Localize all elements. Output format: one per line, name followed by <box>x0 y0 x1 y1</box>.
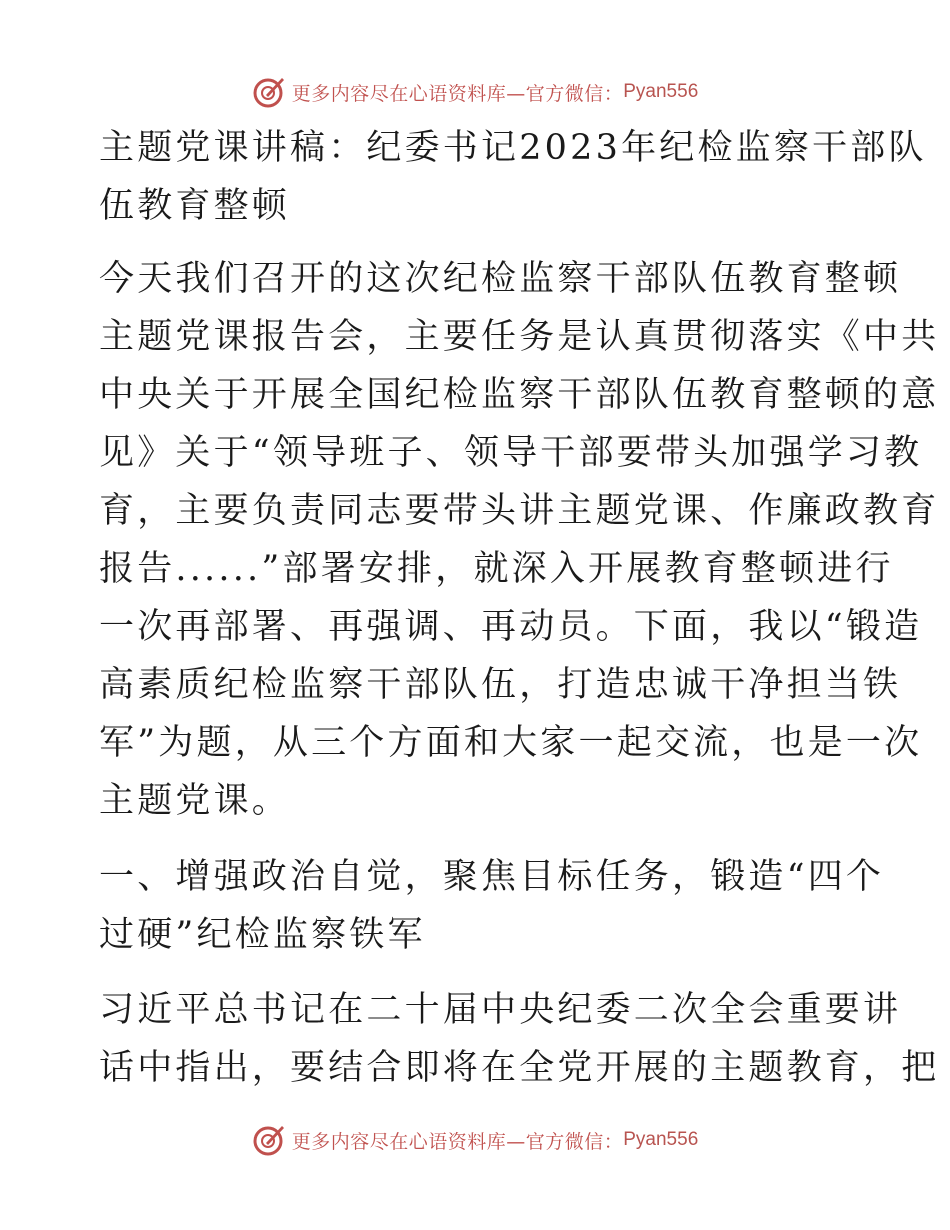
paragraph-line: 主题党课报告会，主要任务是认真贯彻落实《中共 <box>99 317 940 357</box>
quill-logo-icon <box>252 75 286 109</box>
watermark-wechat-id: Pyan556 <box>623 81 699 102</box>
watermark-banner-bottom <box>0 1120 950 1160</box>
quill-logo-icon <box>252 1123 286 1157</box>
watermark-text: 更多内容尽在心语资料库—官方微信： <box>291 82 624 105</box>
paragraph-line: 军”为题，从三个方面和大家一起交流，也是一次 <box>99 723 923 763</box>
watermark-wechat-id: Pyan556 <box>623 1129 699 1150</box>
watermark-banner-top <box>0 72 950 112</box>
document-title-line-2: 伍教育整顿 <box>99 186 291 226</box>
paragraph-line: 习近平总书记在二十届中央纪委二次全会重要讲 <box>99 990 902 1030</box>
paragraph-line: 育，主要负责同志要带头讲主题党课、作廉政教育 <box>99 491 940 531</box>
watermark-text: 更多内容尽在心语资料库—官方微信： <box>291 1130 624 1153</box>
paragraph-line: 话中指出，要结合即将在全党开展的主题教育，把 <box>99 1048 940 1088</box>
paragraph-line: 主题党课。 <box>99 781 291 821</box>
paragraph-line: 见》关于“领导班子、领导干部要带头加强学习教 <box>99 433 923 473</box>
section-heading-line-2: 过硬”纪检监察铁军 <box>99 915 426 955</box>
section-heading-line-1: 一、增强政治自觉，聚焦目标任务，锻造“四个 <box>99 857 885 897</box>
paragraph-line: 中央关于开展全国纪检监察干部队伍教育整顿的意 <box>99 375 940 415</box>
paragraph-line: 一次再部署、再强调、再动员。下面，我以“锻造 <box>99 607 923 647</box>
paragraph-line: 高素质纪检监察干部队伍，打造忠诚干净担当铁 <box>99 665 902 705</box>
paragraph-line: 报告......”部署安排，就深入开展教育整顿进行 <box>99 549 894 589</box>
paragraph-line: 今天我们召开的这次纪检监察干部队伍教育整顿 <box>99 259 902 299</box>
document-title-line-1: 主题党课讲稿：纪委书记2023年纪检监察干部队 <box>99 128 927 168</box>
